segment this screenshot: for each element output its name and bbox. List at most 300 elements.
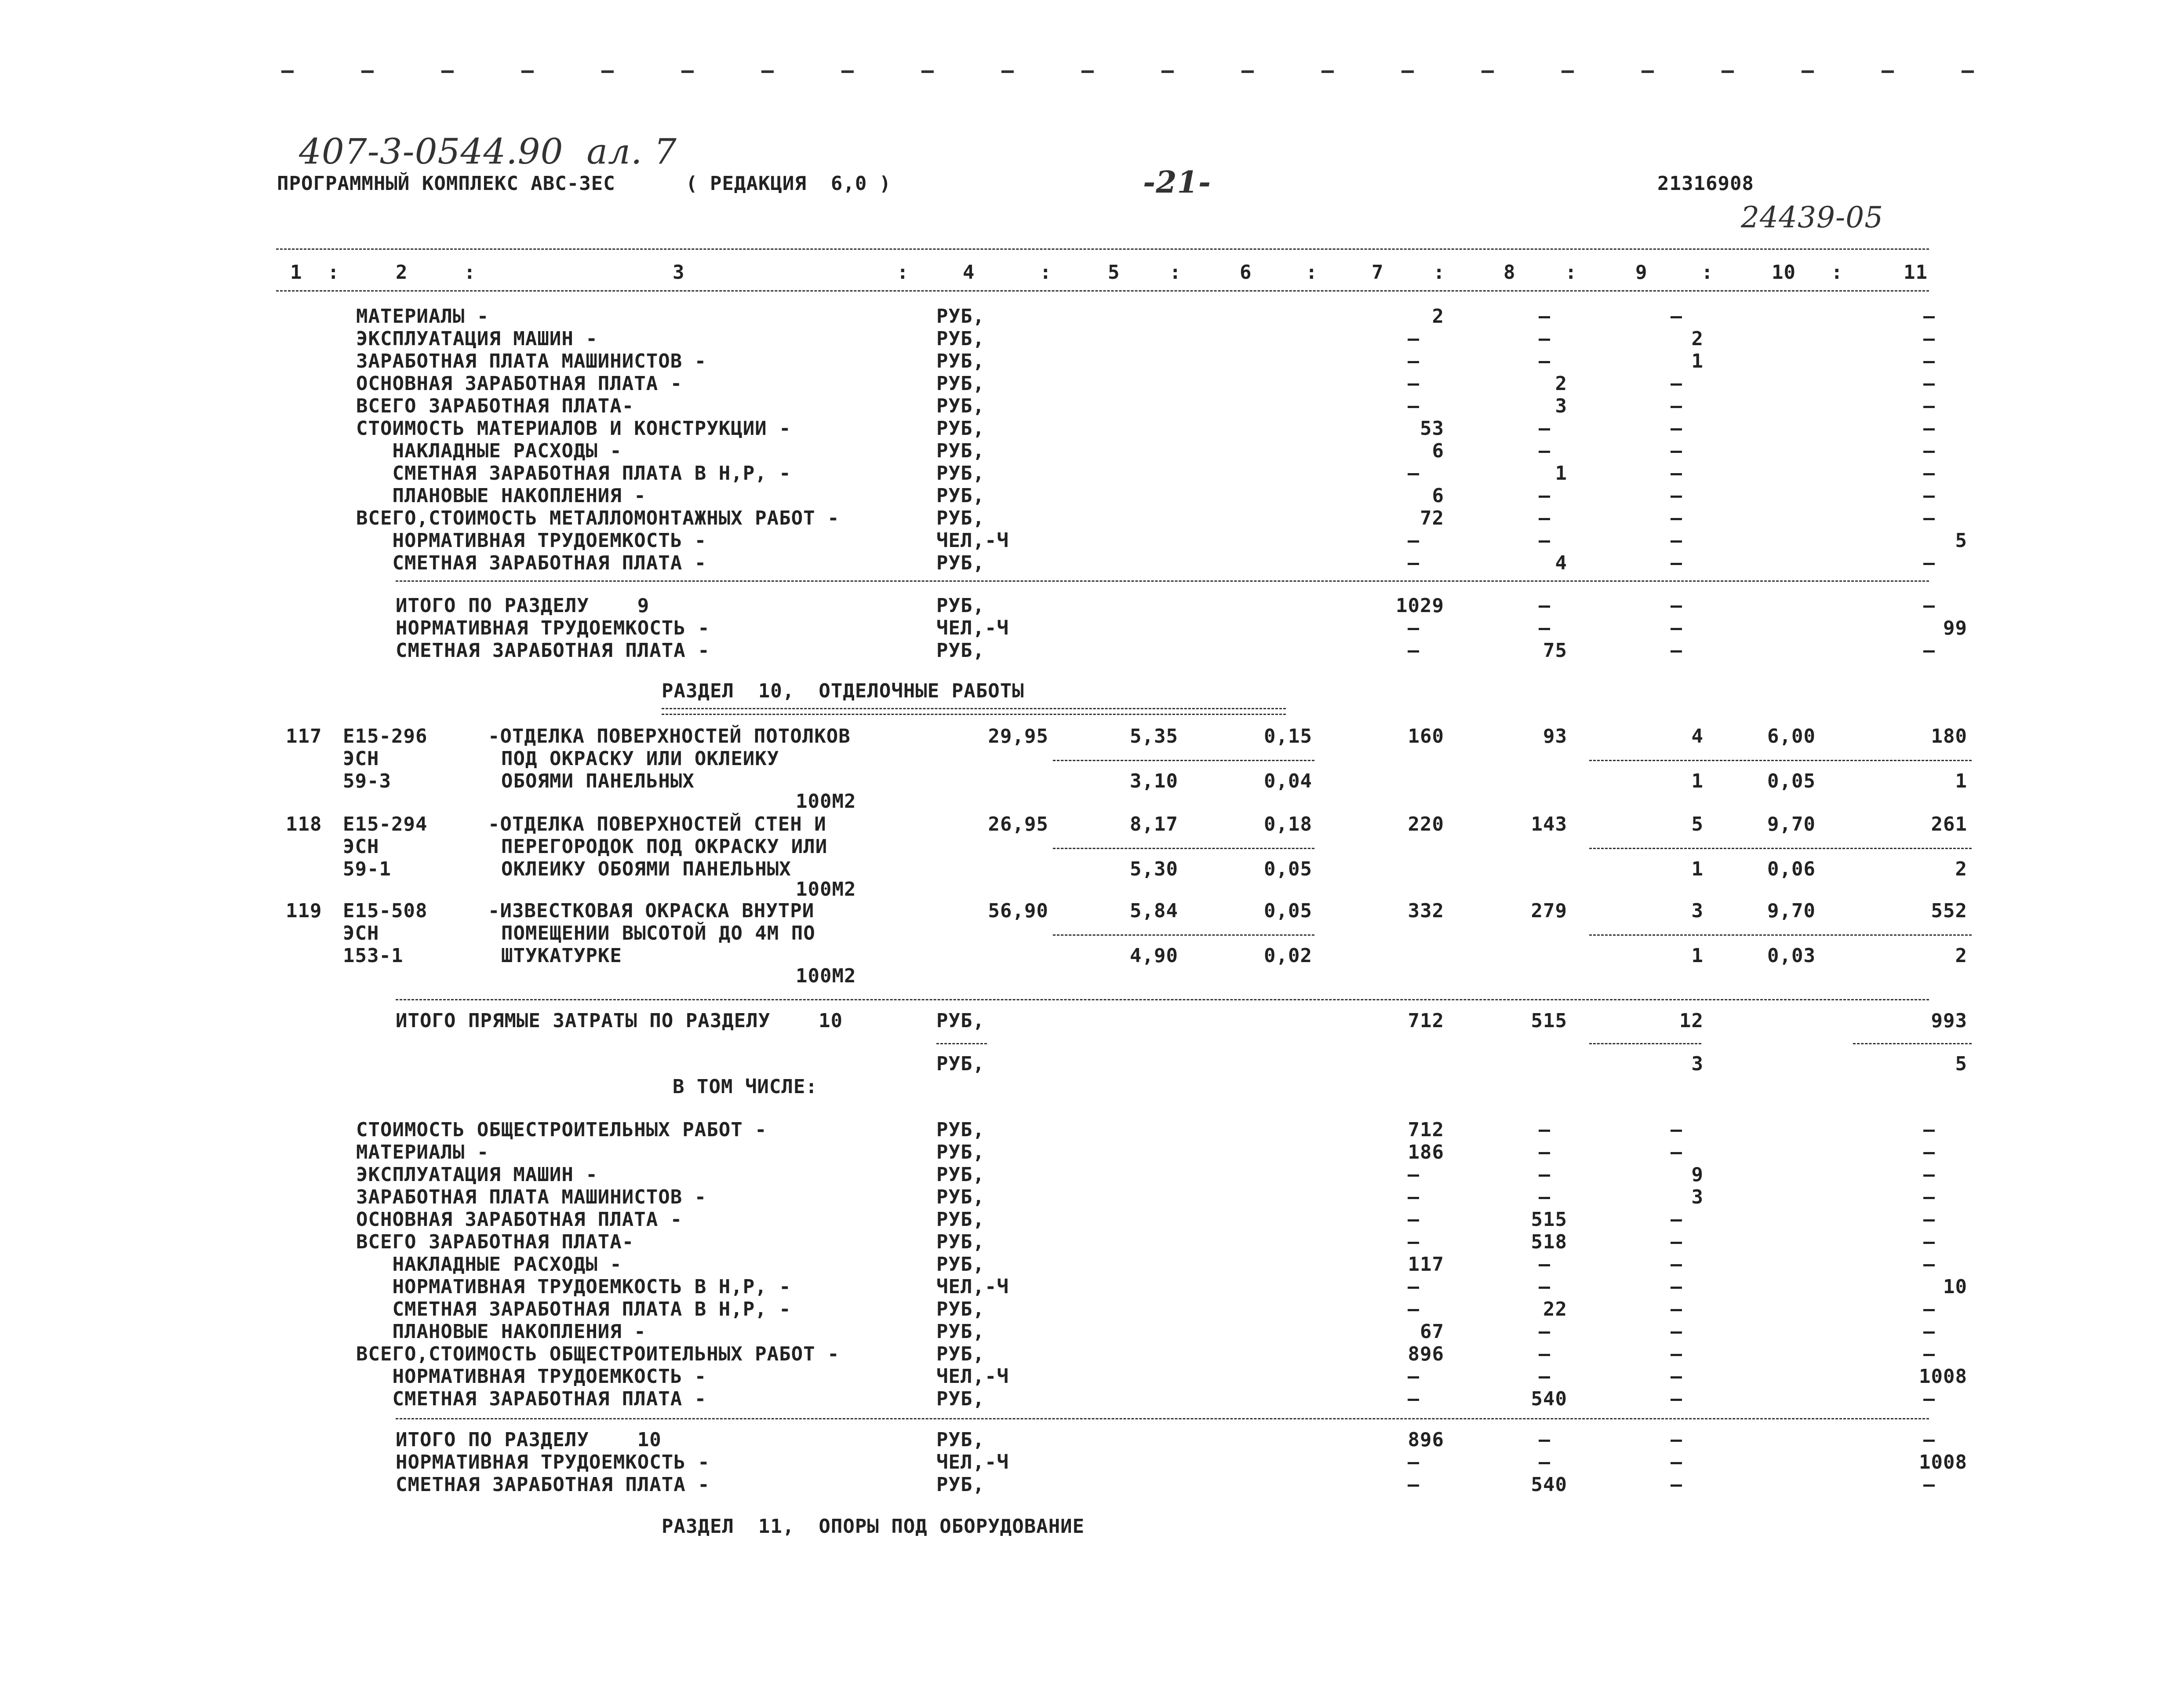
handwritten-doc-code: 407-3-0544.90 ал. 7 xyxy=(299,131,677,172)
value-c8: 540 xyxy=(1531,1388,1567,1410)
nil-dash-c11 xyxy=(1923,1264,1935,1266)
nil-dash-c9 xyxy=(1671,1440,1682,1442)
value-c10: 0,06 xyxy=(1767,858,1816,880)
row-label: ПЛАНОВЫЕ НАКОПЛЕНИЯ - xyxy=(356,1320,646,1343)
value-c7: 712 xyxy=(1408,1119,1444,1141)
row-label: НОРМАТИВНАЯ ТРУДОЕМКОСТЬ - xyxy=(356,529,707,552)
value-c9: 4 xyxy=(1691,725,1704,748)
direct-total-label: ИТОГО ПРЯМЫЕ ЗАТРАТЫ ПО РАЗДЕЛУ 10 xyxy=(396,1010,843,1032)
perforation-dash xyxy=(361,70,374,73)
nil-dash-c8 xyxy=(1539,1174,1550,1177)
value-c7: 67 xyxy=(1420,1320,1444,1343)
value-c11: 1008 xyxy=(1919,1451,1967,1473)
value-c11: 993 xyxy=(1931,1010,1967,1032)
row-label: СМЕТНАЯ ЗАРАБОТНАЯ ПЛАТА - xyxy=(356,1388,707,1410)
column-separator: : xyxy=(897,261,909,284)
section-11-title: РАЗДЕЛ 11, ОПОРЫ ПОД ОБОРУДОВАНИЕ xyxy=(662,1515,1085,1538)
split-rule xyxy=(1053,848,1314,849)
nil-dash-c11 xyxy=(1923,1309,1935,1311)
row-label: СМЕТНАЯ ЗАРАБОТНАЯ ПЛАТА - xyxy=(356,552,707,574)
row-unit: РУБ, xyxy=(936,552,985,574)
nil-dash-c9 xyxy=(1671,1376,1682,1378)
nil-dash-c7 xyxy=(1408,361,1419,363)
value-c8: 4 xyxy=(1555,552,1567,574)
nil-dash-c11 xyxy=(1923,518,1935,520)
nil-dash-c7 xyxy=(1408,650,1419,653)
perforation-dash xyxy=(521,70,534,73)
value-c8: 22 xyxy=(1543,1298,1567,1320)
item-description: -ОТДЕЛКА ПОВЕРХНОСТЕЙ СТЕН И xyxy=(488,813,826,835)
value-c9: 3 xyxy=(1691,1053,1704,1075)
nil-dash-c8 xyxy=(1539,628,1550,630)
row-unit: РУБ, xyxy=(936,1053,985,1075)
perforation-dash xyxy=(601,70,614,73)
value-c9: 2 xyxy=(1691,328,1704,350)
item-code: Е15-508 xyxy=(343,900,428,922)
value-c8: 143 xyxy=(1531,813,1567,835)
nil-dash-c11 xyxy=(1923,339,1935,341)
perforation-dash xyxy=(681,70,694,73)
perforation-dash xyxy=(1562,70,1574,73)
row-label: ЭКСПЛУАТАЦИЯ МАШИН - xyxy=(356,1163,598,1186)
nil-dash-c9 xyxy=(1671,1309,1682,1311)
nil-dash-c9 xyxy=(1671,1130,1682,1132)
value-c7: 6 xyxy=(1432,485,1444,507)
perforation-dash xyxy=(281,70,294,73)
nil-dash-c7 xyxy=(1408,563,1419,565)
nil-dash-c8 xyxy=(1539,540,1550,543)
nil-dash-c7 xyxy=(1408,473,1419,475)
value-c7: 2 xyxy=(1432,305,1444,328)
value-c9: 1 xyxy=(1691,350,1704,372)
item-norm-base: ЭСН xyxy=(343,748,379,770)
nil-dash-c11 xyxy=(1923,1174,1935,1177)
column-separator: : xyxy=(1040,261,1052,284)
value-c7: 53 xyxy=(1420,417,1444,440)
program-edition: ( РЕДАКЦИЯ 6,0 ) xyxy=(686,172,892,195)
item-norm-ref: 153-1 xyxy=(343,944,404,967)
nil-dash-c9 xyxy=(1671,1399,1682,1401)
section-rule xyxy=(396,999,1929,1000)
nil-dash-c9 xyxy=(1671,1287,1682,1289)
header-rule-bottom xyxy=(276,290,1929,292)
nil-dash-c9 xyxy=(1671,1264,1682,1266)
row-label: СМЕТНАЯ ЗАРАБОТНАЯ ПЛАТА В Н,Р, - xyxy=(356,1298,791,1320)
nil-dash-c7 xyxy=(1408,1399,1419,1401)
section-rule xyxy=(396,1418,1929,1419)
nil-dash-c9 xyxy=(1671,473,1682,475)
nil-dash-c11 xyxy=(1923,1152,1935,1154)
value-c7: 186 xyxy=(1408,1141,1444,1163)
nil-dash-c8 xyxy=(1539,339,1550,341)
row-unit: ЧЕЛ,-Ч xyxy=(936,1365,1009,1388)
perforation-dash xyxy=(1321,70,1334,73)
value-c8: 75 xyxy=(1543,639,1567,662)
row-unit: РУБ, xyxy=(936,462,985,485)
split-rule xyxy=(1053,934,1314,936)
row-unit: РУБ, xyxy=(936,1119,985,1141)
column-separator: : xyxy=(464,261,476,284)
item-unit: 100М2 xyxy=(796,790,856,813)
perforation-dash xyxy=(921,70,934,73)
item-description: ПОМЕЩЕНИИ ВЫСОТОЙ ДО 4М ПО xyxy=(501,922,815,944)
row-unit: РУБ, xyxy=(936,594,985,617)
value-c7: 712 xyxy=(1408,1010,1444,1032)
nil-dash-c11 xyxy=(1923,1440,1935,1442)
row-label: СМЕТНАЯ ЗАРАБОТНАЯ ПЛАТА В Н,Р, - xyxy=(356,462,791,485)
perforation-dash xyxy=(1161,70,1174,73)
nil-dash-c11 xyxy=(1923,650,1935,653)
nil-dash-c11 xyxy=(1923,605,1935,608)
value-c4: 29,95 xyxy=(988,725,1048,748)
nil-dash-c9 xyxy=(1671,628,1682,630)
row-label: СТОИМОСТЬ ОБЩЕСТРОИТЕЛЬНЫХ РАБОТ - xyxy=(356,1119,767,1141)
value-c11: 5 xyxy=(1955,529,1967,552)
row-label: МАТЕРИАЛЫ - xyxy=(356,305,489,328)
row-unit: РУБ, xyxy=(936,1429,985,1451)
value-c9: 12 xyxy=(1679,1010,1704,1032)
value-c11: 180 xyxy=(1931,725,1967,748)
nil-dash-c11 xyxy=(1923,361,1935,363)
row-unit: РУБ, xyxy=(936,372,985,395)
nil-dash-c9 xyxy=(1671,518,1682,520)
nil-dash-c7 xyxy=(1408,540,1419,543)
value-c7: 896 xyxy=(1408,1429,1444,1451)
column-header-3: 3 xyxy=(673,261,685,284)
nil-dash-c9 xyxy=(1671,1331,1682,1334)
value-c4: 56,90 xyxy=(988,900,1048,922)
item-code: Е15-294 xyxy=(343,813,428,835)
value-c9: 3 xyxy=(1691,1186,1704,1208)
nil-dash-c7 xyxy=(1408,1287,1419,1289)
program-name: ПРОГРАММНЫЙ КОМПЛЕКС АВС-3ЕС xyxy=(277,172,615,195)
section-title-underline xyxy=(662,708,1286,715)
handwritten-reference-number: 24439-05 xyxy=(1741,201,1884,234)
value-c8: 515 xyxy=(1531,1010,1567,1032)
item-norm-base: ЭСН xyxy=(343,835,379,858)
nil-dash-c9 xyxy=(1671,316,1682,318)
nil-dash-c8 xyxy=(1539,316,1550,318)
nil-dash-c7 xyxy=(1408,406,1419,408)
nil-dash-c7 xyxy=(1408,628,1419,630)
section-10-title: РАЗДЕЛ 10, ОТДЕЛОЧНЫЕ РАБОТЫ xyxy=(662,680,1024,702)
row-label: ЗАРАБОТНАЯ ПЛАТА МАШИНИСТОВ - xyxy=(356,350,707,372)
nil-dash-c7 xyxy=(1408,383,1419,386)
perforation-dash xyxy=(1722,70,1734,73)
value-c11: 261 xyxy=(1931,813,1967,835)
nil-dash-c8 xyxy=(1539,361,1550,363)
value-c7: 72 xyxy=(1420,507,1444,529)
value-c5: 5,30 xyxy=(1130,858,1178,880)
nil-dash-c7 xyxy=(1408,339,1419,341)
row-label: ВСЕГО ЗАРАБОТНАЯ ПЛАТА- xyxy=(356,1231,634,1253)
row-label: ВСЕГО ЗАРАБОТНАЯ ПЛАТА- xyxy=(356,395,634,417)
nil-dash-c9 xyxy=(1671,650,1682,653)
value-c7: 220 xyxy=(1408,813,1444,835)
nil-dash-c8 xyxy=(1539,496,1550,498)
nil-dash-c8 xyxy=(1539,518,1550,520)
nil-dash-c11 xyxy=(1923,383,1935,386)
row-unit: РУБ, xyxy=(936,395,985,417)
row-unit: ЧЕЛ,-Ч xyxy=(936,1451,1009,1473)
row-unit: РУБ, xyxy=(936,485,985,507)
value-c6: 0,15 xyxy=(1264,725,1312,748)
nil-dash-c8 xyxy=(1539,451,1550,453)
row-unit: РУБ, xyxy=(936,1186,985,1208)
nil-dash-c11 xyxy=(1923,1354,1935,1356)
column-separator: : xyxy=(1701,261,1714,284)
row-label: ИТОГО ПО РАЗДЕЛУ 9 xyxy=(396,594,650,617)
header-rule-top xyxy=(276,248,1929,250)
perforation-dash xyxy=(1001,70,1014,73)
split-rule xyxy=(1853,1043,1972,1044)
nil-dash-c8 xyxy=(1539,428,1550,430)
row-label: НАКЛАДНЫЕ РАСХОДЫ - xyxy=(356,440,622,462)
value-c9: 1 xyxy=(1691,944,1704,967)
value-c11: 1 xyxy=(1955,770,1967,792)
nil-dash-c11 xyxy=(1923,1197,1935,1199)
row-unit: РУБ, xyxy=(936,1231,985,1253)
nil-dash-c11 xyxy=(1923,1130,1935,1132)
value-c8: 3 xyxy=(1555,395,1567,417)
item-description: ПЕРЕГОРОДОК ПОД ОКРАСКУ ИЛИ xyxy=(501,835,828,858)
value-c8: 518 xyxy=(1531,1231,1567,1253)
nil-dash-c11 xyxy=(1923,316,1935,318)
nil-dash-c9 xyxy=(1671,1462,1682,1464)
row-unit: РУБ, xyxy=(936,1141,985,1163)
nil-dash-c9 xyxy=(1671,1242,1682,1244)
perforation-dash xyxy=(1962,70,1974,73)
value-c8: 93 xyxy=(1543,725,1567,748)
nil-dash-c8 xyxy=(1539,1462,1550,1464)
including-label: В ТОМ ЧИСЛЕ: xyxy=(673,1076,818,1098)
nil-dash-c8 xyxy=(1539,1130,1550,1132)
nil-dash-c9 xyxy=(1671,451,1682,453)
row-unit: РУБ, xyxy=(936,1320,985,1343)
row-label: СМЕТНАЯ ЗАРАБОТНАЯ ПЛАТА - xyxy=(396,1473,710,1496)
nil-dash-c9 xyxy=(1671,540,1682,543)
row-unit: РУБ, xyxy=(936,1473,985,1496)
document-code: 21316908 xyxy=(1657,172,1754,195)
row-label: ИТОГО ПО РАЗДЕЛУ 10 xyxy=(396,1429,662,1451)
nil-dash-c9 xyxy=(1671,383,1682,386)
item-code: Е15-296 xyxy=(343,725,428,748)
split-rule xyxy=(1053,760,1314,761)
item-number: 118 xyxy=(286,813,322,835)
value-c8: 279 xyxy=(1531,900,1567,922)
nil-dash-c9 xyxy=(1671,428,1682,430)
item-number: 119 xyxy=(286,900,322,922)
nil-dash-c11 xyxy=(1923,406,1935,408)
nil-dash-c7 xyxy=(1408,1174,1419,1177)
value-c7: 332 xyxy=(1408,900,1444,922)
nil-dash-c7 xyxy=(1408,1197,1419,1199)
column-header-1: 1 xyxy=(290,261,302,284)
nil-dash-c11 xyxy=(1923,496,1935,498)
nil-dash-c7 xyxy=(1408,1376,1419,1378)
value-c4: 26,95 xyxy=(988,813,1048,835)
item-description: ОКЛЕИКУ ОБОЯМИ ПАНЕЛЬНЫХ xyxy=(501,858,791,880)
value-c5: 5,35 xyxy=(1130,725,1178,748)
row-label: ОСНОВНАЯ ЗАРАБОТНАЯ ПЛАТА - xyxy=(356,372,683,395)
row-unit: РУБ, xyxy=(936,1163,985,1186)
item-number: 117 xyxy=(286,725,322,748)
nil-dash-c8 xyxy=(1539,1264,1550,1266)
row-unit: РУБ, xyxy=(936,1388,985,1410)
row-unit: РУБ, xyxy=(936,1298,985,1320)
value-c9: 1 xyxy=(1691,858,1704,880)
nil-dash-c9 xyxy=(1671,1219,1682,1222)
perforation-dash xyxy=(841,70,854,73)
row-label: ЭКСПЛУАТАЦИЯ МАШИН - xyxy=(356,328,598,350)
value-c7: 1029 xyxy=(1396,594,1444,617)
column-separator: : xyxy=(328,261,340,284)
perforation-dash xyxy=(1401,70,1414,73)
column-separator: : xyxy=(1169,261,1182,284)
value-c11: 99 xyxy=(1943,617,1967,639)
column-header-11: 11 xyxy=(1904,261,1928,284)
nil-dash-c8 xyxy=(1539,1354,1550,1356)
nil-dash-c11 xyxy=(1923,1242,1935,1244)
column-header-10: 10 xyxy=(1772,261,1796,284)
nil-dash-c9 xyxy=(1671,605,1682,608)
row-unit: РУБ, xyxy=(936,639,985,662)
row-label: НОРМАТИВНАЯ ТРУДОЕМКОСТЬ - xyxy=(356,1365,707,1388)
item-unit: 100М2 xyxy=(796,878,856,901)
value-c7: 117 xyxy=(1408,1253,1444,1276)
value-c6: 0,04 xyxy=(1264,770,1312,792)
row-unit: РУБ, xyxy=(936,1208,985,1231)
column-header-4: 4 xyxy=(963,261,975,284)
perforation-dash xyxy=(1882,70,1894,73)
nil-dash-c8 xyxy=(1539,1440,1550,1442)
value-c9: 1 xyxy=(1691,770,1704,792)
item-norm-ref: 59-1 xyxy=(343,858,391,880)
value-c5: 8,17 xyxy=(1130,813,1178,835)
value-c7: 6 xyxy=(1432,440,1444,462)
nil-dash-c7 xyxy=(1408,1309,1419,1311)
split-rule xyxy=(1589,934,1972,936)
value-c8: 2 xyxy=(1555,372,1567,395)
value-c11: 1008 xyxy=(1919,1365,1967,1388)
nil-dash-c11 xyxy=(1923,451,1935,453)
column-separator: : xyxy=(1433,261,1445,284)
nil-dash-c11 xyxy=(1923,1219,1935,1222)
value-c7: 896 xyxy=(1408,1343,1444,1365)
item-description: ОБОЯМИ ПАНЕЛЬНЫХ xyxy=(501,770,695,792)
nil-dash-c11 xyxy=(1923,1484,1935,1487)
nil-dash-c9 xyxy=(1671,496,1682,498)
section-rule xyxy=(396,580,1929,582)
nil-dash-c7 xyxy=(1408,1242,1419,1244)
nil-dash-c8 xyxy=(1539,1152,1550,1154)
value-c9: 5 xyxy=(1691,813,1704,835)
value-c10: 9,70 xyxy=(1767,813,1816,835)
value-c10: 9,70 xyxy=(1767,900,1816,922)
nil-dash-c11 xyxy=(1923,563,1935,565)
row-unit: РУБ, xyxy=(936,440,985,462)
value-c9: 9 xyxy=(1691,1163,1704,1186)
perforation-dash xyxy=(1481,70,1494,73)
row-unit: РУБ, xyxy=(936,507,985,529)
item-description: -ИЗВЕСТКОВАЯ ОКРАСКА ВНУТРИ xyxy=(488,900,815,922)
row-label: ПЛАНОВЫЕ НАКОПЛЕНИЯ - xyxy=(356,485,646,507)
nil-dash-c11 xyxy=(1923,1399,1935,1401)
item-description: ШТУКАТУРКЕ xyxy=(501,944,622,967)
row-unit: РУБ, xyxy=(936,1343,985,1365)
row-unit: РУБ, xyxy=(936,350,985,372)
perforation-dash xyxy=(1802,70,1814,73)
split-rule xyxy=(1589,1043,1701,1044)
value-c5: 5,84 xyxy=(1130,900,1178,922)
row-unit: РУБ, xyxy=(936,1253,985,1276)
perforation-dash xyxy=(1642,70,1654,73)
value-c6: 0,02 xyxy=(1264,944,1312,967)
nil-dash-c11 xyxy=(1923,1331,1935,1334)
column-separator: : xyxy=(1565,261,1577,284)
perforation-dash xyxy=(1081,70,1094,73)
value-c8: 1 xyxy=(1555,462,1567,485)
column-header-8: 8 xyxy=(1503,261,1516,284)
item-norm-ref: 59-3 xyxy=(343,770,391,792)
nil-dash-c11 xyxy=(1923,428,1935,430)
row-label: НОРМАТИВНАЯ ТРУДОЕМКОСТЬ - xyxy=(396,617,710,639)
column-header-2: 2 xyxy=(396,261,408,284)
nil-dash-c8 xyxy=(1539,1376,1550,1378)
value-c8: 515 xyxy=(1531,1208,1567,1231)
split-rule xyxy=(936,1043,987,1044)
value-c10: 6,00 xyxy=(1767,725,1816,748)
row-label: МАТЕРИАЛЫ - xyxy=(356,1141,489,1163)
value-c5: 3,10 xyxy=(1130,770,1178,792)
nil-dash-c9 xyxy=(1671,1484,1682,1487)
nil-dash-c9 xyxy=(1671,563,1682,565)
column-header-5: 5 xyxy=(1108,261,1120,284)
perforation-dash xyxy=(1241,70,1254,73)
row-unit: ЧЕЛ,-Ч xyxy=(936,1276,1009,1298)
split-rule xyxy=(1589,848,1972,849)
item-description: ПОД ОКРАСКУ ИЛИ ОКЛЕИКУ xyxy=(501,748,779,770)
nil-dash-c9 xyxy=(1671,1354,1682,1356)
row-label: ОСНОВНАЯ ЗАРАБОТНАЯ ПЛАТА - xyxy=(356,1208,683,1231)
perforation-dash xyxy=(441,70,454,73)
value-c5: 4,90 xyxy=(1130,944,1178,967)
value-c11: 5 xyxy=(1955,1053,1967,1075)
column-header-9: 9 xyxy=(1635,261,1648,284)
row-label: ВСЕГО,СТОИМОСТЬ МЕТАЛЛОМОНТАЖНЫХ РАБОТ - xyxy=(356,507,840,529)
row-label: СТОИМОСТЬ МАТЕРИАЛОВ И КОНСТРУКЦИИ - xyxy=(356,417,791,440)
perforation-dash xyxy=(761,70,774,73)
nil-dash-c8 xyxy=(1539,1197,1550,1199)
row-label: НОРМАТИВНАЯ ТРУДОЕМКОСТЬ - xyxy=(396,1451,710,1473)
nil-dash-c8 xyxy=(1539,605,1550,608)
nil-dash-c8 xyxy=(1539,1287,1550,1289)
row-unit: ЧЕЛ,-Ч xyxy=(936,529,1009,552)
row-unit: РУБ, xyxy=(936,328,985,350)
row-unit: РУБ, xyxy=(936,305,985,328)
nil-dash-c7 xyxy=(1408,1219,1419,1222)
row-label: НАКЛАДНЫЕ РАСХОДЫ - xyxy=(356,1253,622,1276)
value-c8: 540 xyxy=(1531,1473,1567,1496)
handwritten-page-number: -21- xyxy=(1143,165,1212,200)
value-c11: 10 xyxy=(1943,1276,1967,1298)
row-unit: РУБ, xyxy=(936,1010,985,1032)
value-c6: 0,05 xyxy=(1264,858,1312,880)
nil-dash-c8 xyxy=(1539,1331,1550,1334)
value-c10: 0,05 xyxy=(1767,770,1816,792)
item-norm-base: ЭСН xyxy=(343,922,379,944)
value-c10: 0,03 xyxy=(1767,944,1816,967)
